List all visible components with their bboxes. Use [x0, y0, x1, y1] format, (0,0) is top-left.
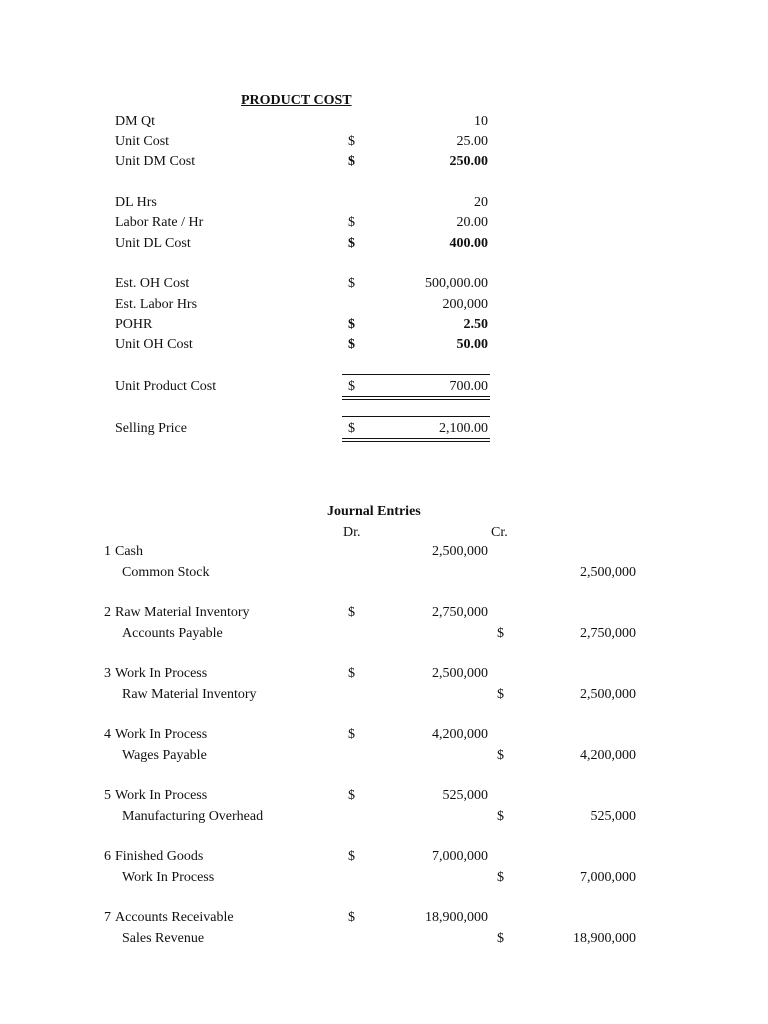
- credit-amount: 18,900,000: [573, 931, 636, 946]
- credit-amount: 2,500,000: [580, 687, 636, 702]
- debit-account: Accounts Receivable: [115, 910, 234, 925]
- unit-dl-cost-value: 400.00: [449, 236, 488, 251]
- credit-account: Work In Process: [122, 870, 215, 885]
- entry-number: 1: [104, 544, 111, 559]
- debit-amount: 4,200,000: [432, 727, 488, 742]
- credit-currency: $: [497, 748, 504, 763]
- entry-number: 5: [104, 788, 111, 803]
- credit-amount: 525,000: [590, 809, 636, 824]
- credit-account: Raw Material Inventory: [122, 687, 257, 702]
- product-cost-title: PRODUCT COST: [241, 93, 352, 108]
- credit-amount: 7,000,000: [580, 870, 636, 885]
- debit-amount: 2,500,000: [432, 544, 488, 559]
- debit-currency: $: [348, 849, 355, 864]
- credit-currency: $: [497, 931, 504, 946]
- unit-dm-cost-currency: $: [348, 154, 355, 169]
- selling-price-double-rule-1: [342, 438, 490, 439]
- unit-dm-cost-value: 250.00: [449, 154, 488, 169]
- selling-price-label: Selling Price: [115, 421, 187, 436]
- debit-account: Work In Process: [115, 788, 208, 803]
- unit-product-cost-double-rule-1: [342, 396, 490, 397]
- entry-number: 2: [104, 605, 111, 620]
- unit-cost-currency: $: [348, 134, 355, 149]
- debit-currency: $: [348, 727, 355, 742]
- entry-number: 3: [104, 666, 111, 681]
- debit-amount: 525,000: [442, 788, 488, 803]
- credit-account: Wages Payable: [122, 748, 207, 763]
- credit-amount: 2,500,000: [580, 565, 636, 580]
- debit-currency: $: [348, 910, 355, 925]
- unit-product-cost-top-rule: [342, 374, 490, 375]
- debit-currency: $: [348, 788, 355, 803]
- unit-product-cost-currency: $: [348, 379, 355, 394]
- credit-account: Accounts Payable: [122, 626, 223, 641]
- dl-hrs-label: DL Hrs: [115, 195, 157, 210]
- unit-oh-cost-value: 50.00: [456, 337, 488, 352]
- entry-number: 6: [104, 849, 111, 864]
- debit-amount: 18,900,000: [425, 910, 488, 925]
- pohr-value: 2.50: [463, 317, 488, 332]
- dm-qt-label: DM Qt: [115, 114, 156, 129]
- credit-currency: $: [497, 809, 504, 824]
- pohr-currency: $: [348, 317, 355, 332]
- debit-amount: 2,500,000: [432, 666, 488, 681]
- debit-account: Raw Material Inventory: [115, 605, 250, 620]
- unit-product-cost-label: Unit Product Cost: [115, 379, 217, 394]
- credit-account: Manufacturing Overhead: [122, 809, 264, 824]
- cr-header: Cr.: [491, 525, 508, 540]
- est-oh-cost-label: Est. OH Cost: [115, 276, 190, 291]
- unit-dl-cost-label: Unit DL Cost: [115, 236, 191, 251]
- credit-amount: 2,750,000: [580, 626, 636, 641]
- credit-currency: $: [497, 687, 504, 702]
- debit-currency: $: [348, 666, 355, 681]
- pohr-label: POHR: [115, 317, 153, 332]
- unit-dm-cost-label: Unit DM Cost: [115, 154, 196, 169]
- unit-cost-value: 25.00: [456, 134, 488, 149]
- entry-number: 7: [104, 910, 111, 925]
- credit-currency: $: [497, 870, 504, 885]
- debit-amount: 7,000,000: [432, 849, 488, 864]
- est-labor-hrs-value: 200,000: [442, 297, 488, 312]
- dl-hrs-value: 20: [474, 195, 488, 210]
- labor-rate-value: 20.00: [456, 215, 488, 230]
- credit-currency: $: [497, 626, 504, 641]
- debit-account: Finished Goods: [115, 849, 204, 864]
- journal-title: Journal Entries: [327, 504, 421, 519]
- labor-rate-currency: $: [348, 215, 355, 230]
- unit-product-cost-double-rule-2: [342, 399, 490, 400]
- debit-amount: 2,750,000: [432, 605, 488, 620]
- credit-account: Common Stock: [122, 565, 210, 580]
- unit-oh-cost-currency: $: [348, 337, 355, 352]
- unit-cost-label: Unit Cost: [115, 134, 170, 149]
- credit-amount: 4,200,000: [580, 748, 636, 763]
- selling-price-double-rule-2: [342, 441, 490, 442]
- debit-account: Cash: [115, 544, 143, 559]
- entry-number: 4: [104, 727, 111, 742]
- selling-price-value: 2,100.00: [439, 421, 488, 436]
- selling-price-top-rule: [342, 416, 490, 417]
- credit-account: Sales Revenue: [122, 931, 205, 946]
- unit-dl-cost-currency: $: [348, 236, 355, 251]
- debit-account: Work In Process: [115, 727, 208, 742]
- debit-account: Work In Process: [115, 666, 208, 681]
- debit-currency: $: [348, 605, 355, 620]
- est-labor-hrs-label: Est. Labor Hrs: [115, 297, 198, 312]
- dr-header: Dr.: [343, 525, 361, 540]
- est-oh-cost-currency: $: [348, 276, 355, 291]
- est-oh-cost-value: 500,000.00: [425, 276, 488, 291]
- unit-product-cost-value: 700.00: [449, 379, 488, 394]
- selling-price-currency: $: [348, 421, 355, 436]
- unit-oh-cost-label: Unit OH Cost: [115, 337, 193, 352]
- labor-rate-label: Labor Rate / Hr: [115, 215, 204, 230]
- dm-qt-value: 10: [474, 114, 488, 129]
